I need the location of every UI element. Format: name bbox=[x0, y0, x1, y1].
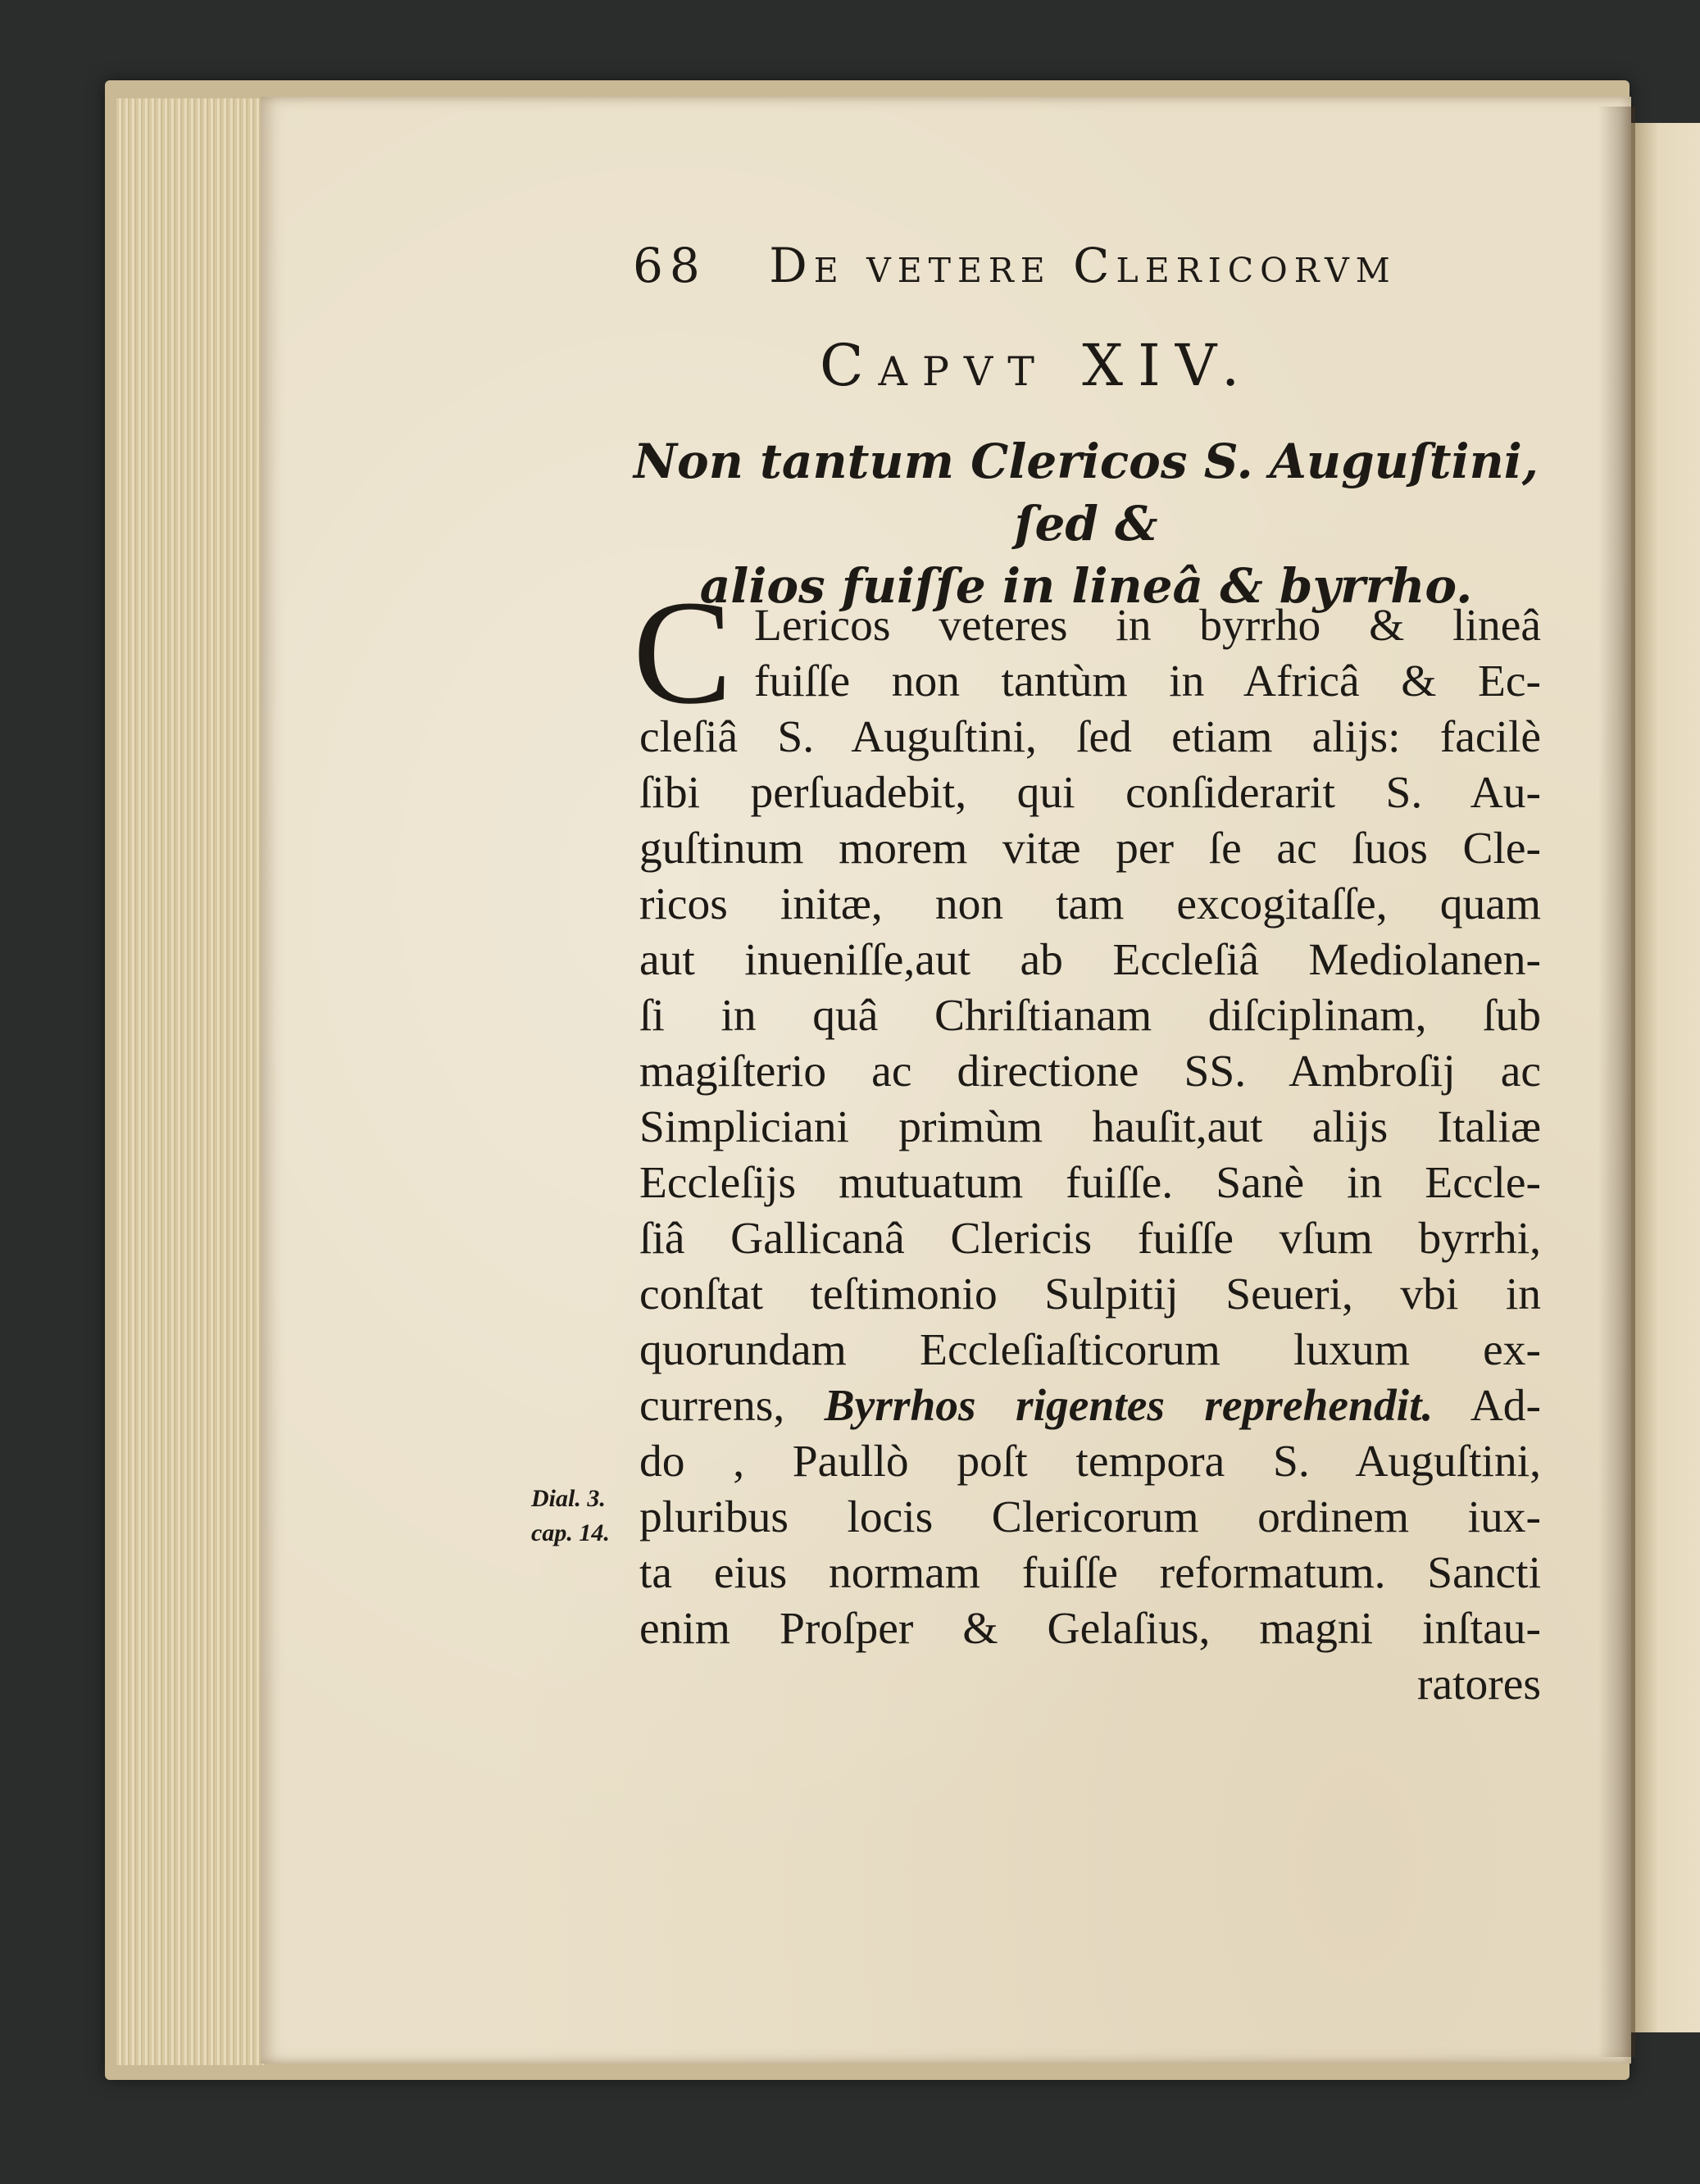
text-line: Eccleſijs mutuatum fuiſſe. Sanè in Eccle- bbox=[639, 1158, 1541, 1208]
text-line: enim Proſper & Gelaſius, magni inſtau- bbox=[639, 1604, 1541, 1654]
quoted-phrase: Byrrhos rigentes reprehendit. bbox=[824, 1381, 1434, 1431]
text-line: aut inueniſſe,aut ab Eccleſiâ Mediolanen- bbox=[639, 935, 1541, 985]
drop-cap: C bbox=[633, 570, 733, 735]
gutter-shadow bbox=[1598, 107, 1635, 2057]
text-line: ricos initæ, non tam excogitaſſe, quam bbox=[639, 879, 1541, 929]
text-line: conſtat teſtimonio Sulpitij Seueri, vbi in bbox=[639, 1269, 1541, 1319]
body-text bbox=[639, 598, 1541, 1713]
text-line: fuiſſe non tantùm in Africâ & Ec- bbox=[754, 656, 1541, 706]
text-line: guſtinum morem vitæ per ſe ac ſuos Cle- bbox=[639, 824, 1541, 874]
chapter-summary-line: alios fuiſſe in lineâ & byrrho. bbox=[699, 558, 1473, 614]
margin-note-line: Dial. 3. bbox=[531, 1485, 606, 1512]
chapter-summary-line: Non tantum Clericos S. Auguſtini, ſed & bbox=[634, 434, 1539, 552]
running-head bbox=[633, 238, 1452, 293]
text-line: pluribus locis Clericorum ordinem iux- bbox=[639, 1492, 1541, 1542]
text-line: ta eius normam fuiſſe reformatum. Sancti bbox=[639, 1548, 1541, 1598]
chapter-summary bbox=[631, 430, 1541, 617]
page-number: 68 bbox=[633, 238, 707, 293]
catchword: ratores bbox=[1417, 1660, 1541, 1710]
text-line: do , Paullò poſt tempora S. Auguſtini, bbox=[639, 1437, 1541, 1487]
text-line: quorundam Eccleſiaſticorum luxum ex- bbox=[639, 1325, 1541, 1375]
text-line: ſibi perſuadebit, qui conſiderarit S. Au- bbox=[639, 768, 1541, 818]
text-line: cleſiâ S. Auguſtini, ſed etiam alijs: facilè bbox=[639, 712, 1541, 762]
chapter-heading: Capvt XIV. bbox=[820, 332, 1255, 399]
text-line: Simpliciani primùm hauſit,aut alijs Italiæ bbox=[639, 1102, 1541, 1152]
text-line: Lericos veteres in byrrho & lineâ bbox=[754, 601, 1541, 651]
text-fragment: currens, bbox=[639, 1381, 825, 1431]
margin-note-line: cap. 14. bbox=[531, 1519, 610, 1546]
text-line: ſiâ Gallicanâ Clericis fuiſſe vſum byrrhi, bbox=[639, 1214, 1541, 1264]
text-line: ſi in quâ Chriſtianam diſciplinam, ſub bbox=[639, 991, 1541, 1041]
text-fragment: Ad- bbox=[1433, 1381, 1541, 1431]
margin-note bbox=[531, 1482, 610, 1551]
running-title: De vetere Clericorvm bbox=[769, 238, 1397, 293]
facing-page-edge bbox=[1631, 123, 1700, 2032]
text-line: magiſterio ac directione SS. Ambroſij ac bbox=[639, 1047, 1541, 1097]
page-edges bbox=[116, 98, 264, 2065]
text-line bbox=[639, 1378, 1541, 1434]
